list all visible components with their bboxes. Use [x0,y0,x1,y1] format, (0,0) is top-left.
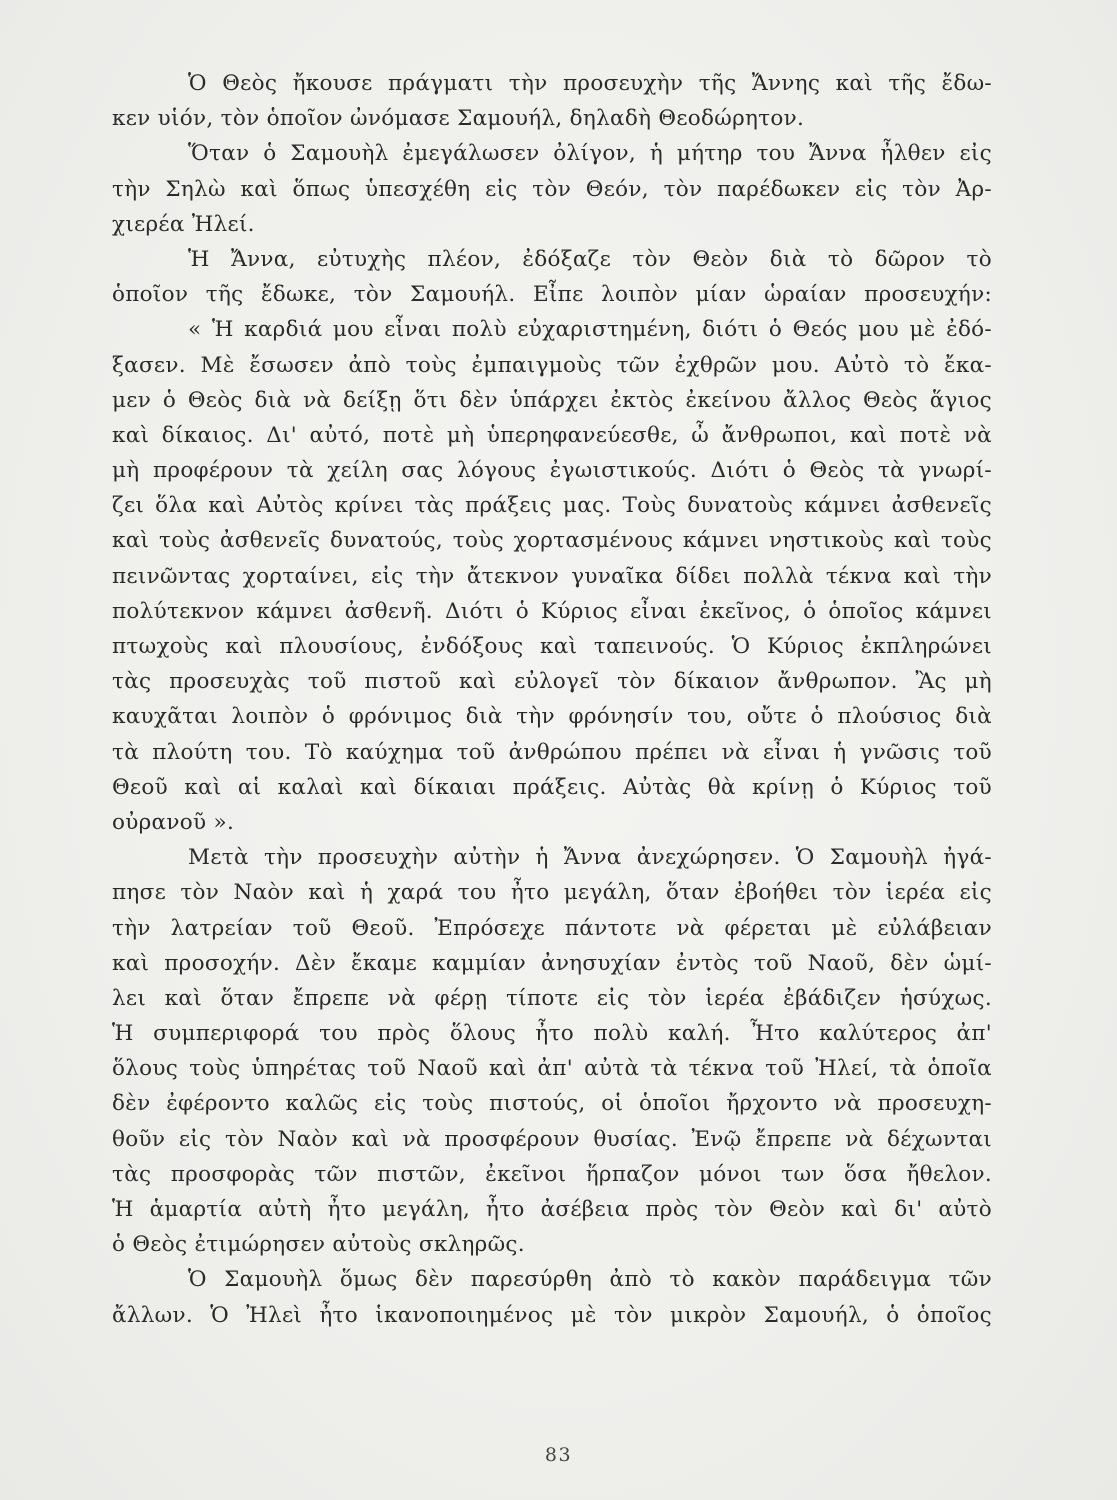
text-line: δὲν ἐφέροντο καλῶς εἰς τοὺς πιστούς, οἱ ὁποῖοι ἤρχοντο νὰ προσευχη- [112,1091,992,1117]
text-line: Ὁ Σαμουὴλ ὅμως δὲν παρεσύρθη ἀπὸ τὸ κακὸν παράδειγμα τῶν [188,1267,992,1293]
text-line: λει καὶ ὅταν ἔπρεπε νὰ φέρῃ τίποτε εἰς τὸν ἱερέα ἐβάδιζεν ἡσύχως. [112,985,992,1011]
text-line: πολύτεκνον κάμνει ἀσθενῆ. Διότι ὁ Κύριος εἶναι ἐκεῖνος, ὁ ὁποῖος κάμνει [112,598,992,624]
text-line: οὐρανοῦ ». [112,809,235,835]
text-line: τὰ πλούτη του. Τὸ καύχημα τοῦ ἀνθρώπου πρέπει νὰ εἶναι ἡ γνῶσις τοῦ [112,739,992,765]
text-line: ἄλλων. Ὁ Ἠλεὶ ἦτο ἱκανοποιημένος μὲ τὸν μικρὸν Σαμουήλ, ὁ ὁποῖος [112,1302,992,1328]
text-line: τὰς προσφορὰς τῶν πιστῶν, ἐκεῖνοι ἥρπαζον μόνοι των ὅσα ἤθελον. [112,1161,992,1187]
text-line: Ἡ ἁμαρτία αὐτὴ ἦτο μεγάλη, ἦτο ἀσέβεια πρὸς τὸν Θεὸν καὶ δι' αὐτὸ [112,1197,992,1222]
text-line: ξασεν. Μὲ ἔσωσεν ἀπὸ τοὺς ἐμπαιγμοὺς τῶν ἐχθρῶν μου. Αὐτὸ τὸ ἔκα- [112,352,992,378]
text-line: ζει ὅλα καὶ Αὐτὸς κρίνει τὰς πράξεις μας. Τοὺς δυνατοὺς κάμνει ἀσθενεῖς [112,493,992,519]
text-line: τὰς προσευχὰς τοῦ πιστοῦ καὶ εὐλογεῖ τὸν δίκαιον ἄνθρωπον. Ἂς μὴ [112,669,992,695]
text-line: τὴν λατρείαν τοῦ Θεοῦ. Ἐπρόσεχε πάντοτε νὰ φέρεται μὲ εὐλάβειαν [112,915,992,941]
text-line: χιερέα Ἠλεί. [112,211,255,237]
text-line: Ὅταν ὁ Σαμουὴλ ἐμεγάλωσεν ὀλίγον, ἡ μήτηρ του Ἄννα ἦλθεν εἰς [188,141,992,167]
text-line: πεινῶντας χορταίνει, εἰς τὴν ἄτεκνον γυναῖκα δίδει πολλὰ τέκνα καὶ τὴν [112,563,992,589]
text-line: καὶ προσοχήν. Δὲν ἔκαμε καμμίαν ἀνησυχίαν ἐντὸς τοῦ Ναοῦ, δὲν ὡμί- [112,950,992,976]
text-line: « Ἡ καρδιά μου εἶναι πολὺ εὐχαριστημένη, διότι ὁ Θεός μου μὲ ἐδό- [188,317,992,343]
page-number: 83 [544,1444,573,1466]
text-line: μεν ὁ Θεὸς διὰ νὰ δείξῃ ὅτι δὲν ὑπάρχει ἐκτὸς ἐκείνου ἄλλος Θεὸς ἅγιος [112,387,992,413]
text-line: ὁ Θεὸς ἐτιμώρησεν αὐτοὺς σκληρῶς. [112,1232,525,1258]
text-line: Θεοῦ καὶ αἱ καλαὶ καὶ δίκαιαι πράξεις. Αὐτὰς θὰ κρίνῃ ὁ Κύριος τοῦ [112,774,992,800]
text-line: Ὁ Θεὸς ἤκουσε πράγματι τὴν προσευχὴν τῆς Ἄννης καὶ τῆς ἔδω- [188,71,992,96]
text-line: μὴ προφέρουν τὰ χείλη σας λόγους ἐγωιστικούς. Διότι ὁ Θεὸς τὰ γνωρί- [112,458,992,484]
text-line: Ἡ Ἄννα, εὐτυχὴς πλέον, ἐδόξαζε τὸν Θεὸν διὰ τὸ δῶρον τὸ [188,246,992,272]
text-line: πησε τὸν Ναὸν καὶ ἡ χαρά του ἦτο μεγάλη, ὅταν ἐβοήθει τὸν ἱερέα εἰς [112,880,992,906]
text-line: ὅλους τοὺς ὑπηρέτας τοῦ Ναοῦ καὶ ἀπ' αὐτὰ τὰ τέκνα τοῦ Ἠλεί, τὰ ὁποῖα [112,1056,992,1082]
text-line: ὁποῖον τῆς ἔδωκε, τὸν Σαμουήλ. Εἶπε λοιπὸν μίαν ὡραίαν προσευχήν: [112,282,992,308]
text-line: καὶ τοὺς ἀσθενεῖς δυνατούς, τοὺς χορτασμένους κάμνει νηστικοὺς καὶ τοὺς [112,528,992,554]
text-line: κεν υἱόν, τὸν ὁποῖον ὠνόμασε Σαμουήλ, δηλαδὴ Θεοδώρητον. [112,106,805,132]
body-text [112,66,992,1333]
text-line: καυχᾶται λοιπὸν ὁ φρόνιμος διὰ τὴν φρόνησίν του, οὔτε ὁ πλούσιος διὰ [112,704,992,730]
text-line: Ἡ συμπεριφορά του πρὸς ὅλους ἦτο πολὺ καλή. Ἦτο καλύτερος ἀπ' [112,1021,992,1047]
text-line: πτωχοὺς καὶ πλουσίους, ἐνδόξους καὶ ταπεινούς. Ὁ Κύριος ἐκπληρώνει [112,634,992,659]
text-line: τὴν Σηλὼ καὶ ὅπως ὑπεσχέθη εἰς τὸν Θεόν, τὸν παρέδωκεν εἰς τὸν Ἀρ- [112,176,992,202]
text-line: θοῦν εἰς τὸν Ναὸν καὶ νὰ προσφέρουν θυσίας. Ἐνῷ ἔπρεπε νὰ δέχωνται [112,1126,992,1152]
text-line: καὶ δίκαιος. Δι' αὐτό, ποτὲ μὴ ὑπερηφανεύεσθε, ὦ ἄνθρωποι, καὶ ποτὲ νὰ [112,422,992,448]
text-line: Μετὰ τὴν προσευχὴν αὐτὴν ἡ Ἄννα ἀνεχώρησεν. Ὁ Σαμουὴλ ἠγά- [188,845,992,871]
